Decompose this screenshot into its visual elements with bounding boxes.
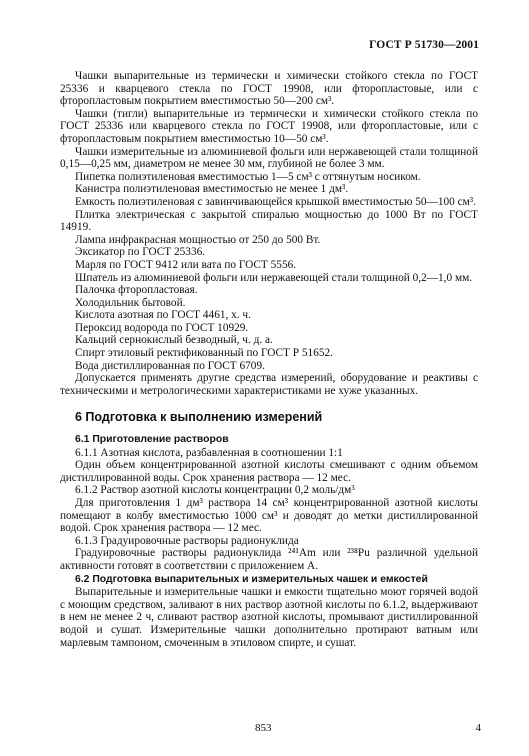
paragraph: Градуировочные растворы радионуклида ²⁴¹Am или ²³⁸Pu различной удельной активности готовят в соответствии с приложением А. bbox=[60, 547, 478, 572]
paragraph: Кальций сернокислый безводный, ч. д. а. bbox=[75, 334, 273, 347]
running-header: ГОСТ Р 51730—2001 bbox=[369, 39, 479, 51]
paragraph: Чашки (тигли) выпарительные из термически и химически стойкого стекла по ГОСТ 25336 или кварцевого стекла по ГОСТ 19908, или фторопластовые, или с фторопластовым покрытием вместимостью 10—50 см³. bbox=[60, 107, 478, 145]
paragraph: Выпарительные и измерительные чашки и емкости тщательно моют горячей водой с моющим средством, заливают в них раствор азотной кислоты по 6.1.2, выдерживают в нем не менее 2 ч, сливают раствор азотной кислоты, промывают дистиллированной водой и сушат. Измерительные чашки дополнительно протирают ватным или марлевым тампоном, смоченным в этиловом спирте, и сушат. bbox=[60, 586, 478, 649]
paragraph: Палочка фторопластовая. bbox=[75, 284, 198, 297]
paragraph: Емкость полиэтиленовая с завинчивающейся крышкой вместимостью 50—100 см³. bbox=[75, 195, 476, 208]
paragraph: Эксикатор по ГОСТ 25336. bbox=[75, 246, 206, 259]
paragraph: Кислота азотная по ГОСТ 4461, х. ч. bbox=[75, 309, 251, 322]
document-body bbox=[60, 70, 478, 649]
paragraph: Допускается применять другие средства измерений, оборудование и реактивы с техническими и метрологическими характеристиками не хуже указанных. bbox=[60, 372, 478, 397]
section-heading: 6 Подготовка к выполнению измерений bbox=[75, 410, 323, 425]
subsection-title: 6.2 Подготовка выпарительных и измерительных чашек и емкостей bbox=[75, 573, 428, 585]
paragraph: Для приготовления 1 дм³ раствора 14 см³ концентрированной азотной кислоты помещают в колбу вместимостью 1000 см³ и доводят до метки дистиллированной водой. Срок хранения раствора — 12 мес. bbox=[60, 497, 478, 535]
paragraph: Плитка электрическая с закрытой спиралью мощностью до 1000 Вт по ГОСТ 14919. bbox=[60, 208, 478, 234]
paragraph: Вода дистиллированная по ГОСТ 6709. bbox=[75, 359, 265, 372]
clause-heading: 6.1.3 Градуировочные растворы радионуклида bbox=[75, 534, 299, 547]
paragraph: Спирт этиловый ректификованный по ГОСТ Р 51652. bbox=[75, 347, 333, 360]
subsection-heading bbox=[60, 573, 478, 587]
paragraph: Чашки измерительные из алюминиевой фольги или нержавеющей стали толщиной 0,15—0,25 мм, диаметром не менее 30 мм, глубиной не более 3 мм. bbox=[60, 145, 478, 171]
paragraph: Марля по ГОСТ 9412 или вата по ГОСТ 5556. bbox=[75, 258, 297, 271]
paragraph: Чашки выпарительные из термически и химически стойкого стекла по ГОСТ 25336 и кварцевого стекла по ГОСТ 19908, или фторопластовые, или с фторопластовым покрытием вместимостью 50—200 см³. bbox=[60, 70, 478, 108]
paragraph: Канистра полиэтиленовая вместимостью не менее 1 дм³. bbox=[75, 183, 349, 196]
page-number-right: 4 bbox=[475, 722, 481, 734]
clause-heading: 6.1.1 Азотная кислота, разбавленная в соотношении 1:1 bbox=[75, 446, 343, 459]
paragraph: Пероксид водорода по ГОСТ 10929. bbox=[75, 321, 249, 334]
subsection-title: 6.1 Приготовление растворов bbox=[75, 434, 229, 446]
page-number-center: 853 bbox=[255, 722, 272, 734]
clause-heading: 6.1.2 Раствор азотной кислоты концентрации 0,2 моль/дм³ bbox=[75, 484, 355, 497]
paragraph: Холодильник бытовой. bbox=[75, 296, 186, 309]
subsection-heading bbox=[60, 433, 478, 447]
paragraph: Лампа инфракрасная мощностью от 250 до 500 Вт. bbox=[75, 233, 321, 246]
paragraph: Шпатель из алюминиевой фольги или нержавеющей стали толщиной 0,2—1,0 мм. bbox=[75, 271, 473, 284]
paragraph: Один объем концентрированной азотной кислоты смешивают с одним объемом дистиллированной воды. Срок хранения раствора — 12 мес. bbox=[60, 459, 478, 484]
paragraph: Пипетка полиэтиленовая вместимостью 1—5 см³ с оттянутым носиком. bbox=[75, 170, 421, 183]
